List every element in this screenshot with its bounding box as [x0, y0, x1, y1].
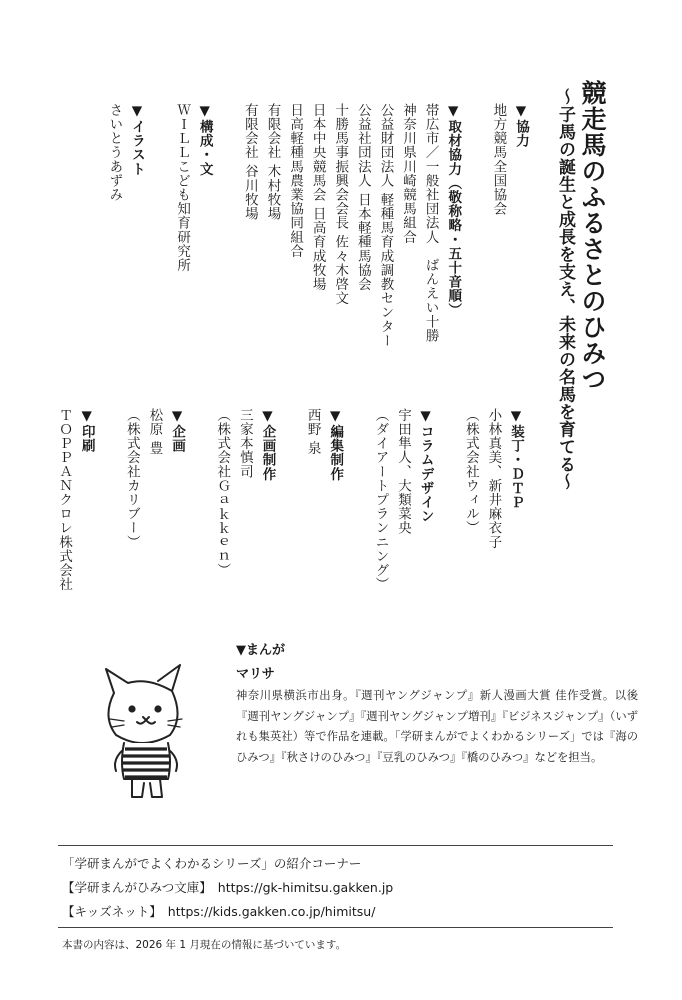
library-link-row [62, 878, 393, 896]
credit-line: （株式会社カリブー） [123, 408, 140, 549]
divider-top [58, 845, 613, 846]
credit-section-heading: ▼装丁・ＤＴＰ [508, 408, 524, 510]
credit-line: 日本中央競馬会 日高育成牧場 [309, 103, 326, 292]
credit-line [216, 103, 239, 343]
credit-line: 西野 泉 [304, 408, 321, 456]
credit-line [188, 408, 211, 618]
kids-link-row [62, 902, 375, 920]
credit-line [98, 408, 121, 618]
credits-bottom [53, 408, 527, 618]
series-intro-text: 「学研まんがでよくわかるシリーズ」の紹介コーナー [62, 856, 362, 871]
credit-section-heading: ▼編集制作 [327, 408, 344, 481]
library-label: 【学研まんがひみつ文庫】 [62, 880, 212, 895]
manga-heading: ▼まんが [236, 643, 285, 658]
credit-line [464, 103, 487, 343]
credit-section-heading: ▼企画 [169, 408, 186, 453]
divider-bottom [58, 927, 613, 928]
credit-line: （ダイアートプランニング） [372, 408, 389, 592]
credit-line: 有限会社 木村牧場 [264, 103, 281, 221]
credit-line: 公益財団法人 軽種馬育成調教センター [377, 103, 394, 348]
credit-line: 三家本慎司 [236, 408, 253, 479]
credit-section-heading: ▼企画制作 [259, 408, 276, 481]
credit-line: 公益社団法人 日本軽種馬協会 [354, 103, 371, 292]
credit-section-heading: ▼イラスト [128, 103, 145, 176]
manga-artist-name: マリサ [236, 667, 275, 682]
credit-section-heading: ▼構成・文 [196, 103, 213, 176]
credit-line: ＴＯＰＰＡＮクロレ株式会社 [56, 408, 73, 592]
library-url-link[interactable]: https://gk-himitsu.gakken.jp [217, 880, 394, 895]
credit-line [437, 408, 460, 618]
credit-section-heading: ▼取材協力（敬称略・五十音順） [445, 103, 462, 317]
kids-url-link[interactable]: https://kids.gakken.co.jp/himitsu/ [167, 904, 376, 919]
credit-line [148, 103, 171, 343]
kids-label: 【キッズネット】 [62, 904, 162, 919]
credit-line [346, 408, 369, 618]
credit-line: 十勝馬事振興会会長 佐々木啓文 [332, 103, 349, 306]
manga-artist-bio: 神奈川県横浜市出身。『週刊ヤングジャンプ』新人漫画大賞 佳作受賞。以後『週刊ヤングジャンプ』『週刊ヤングジャンプ増刊』『ビジネスジャンプ』（いずれも集英社）等で作品を連載。「学研まんがでよくわかるシリーズ」では『海のひみつ』『秋さけのひみつ』『豆乳のひみつ』『橋のひみつ』などを担当。 [236, 689, 638, 764]
credit-line: さいとうあずみ [106, 103, 123, 202]
book-subtitle: ～子馬の誕生と成長を支え、未来の名馬を育てる～ [555, 88, 575, 491]
book-title: 競走馬のふるさとのひみつ [578, 80, 607, 392]
credit-line: 日高軽種馬農業協同組合 [287, 103, 304, 259]
credit-line: 松原 豊 [146, 408, 163, 456]
credit-section-heading: ▼印刷 [78, 408, 95, 453]
credit-line [278, 408, 301, 618]
credit-line: 小林真美、新井麻衣子 [485, 408, 502, 549]
credit-line: （株式会社Ｇａｋｋｅｎ） [214, 408, 231, 578]
credit-line: 帯広市／一般社団法人 ばんえい十勝 [422, 103, 439, 343]
cat-mascot-illustration [88, 655, 200, 805]
credit-section-heading: ▼協力 [513, 103, 529, 148]
credit-line: 宇田隼人、大類菜央 [395, 408, 412, 535]
credit-section-heading: ▼コラムデザイン [417, 408, 434, 524]
credit-line: 神奈川県川崎競馬組合 [400, 103, 417, 244]
credits-top [103, 103, 532, 348]
content-date-note: 本書の内容は、2026 年 1 月現在の情報に基づいています。 [62, 939, 347, 951]
credit-line: 地方競馬全国協会 [490, 103, 507, 216]
credit-line: 有限会社 谷川牧場 [241, 103, 258, 221]
credit-line: （株式会社ウィル） [462, 408, 479, 535]
credit-line: ＷＩＬＬこども知育研究所 [174, 103, 191, 273]
